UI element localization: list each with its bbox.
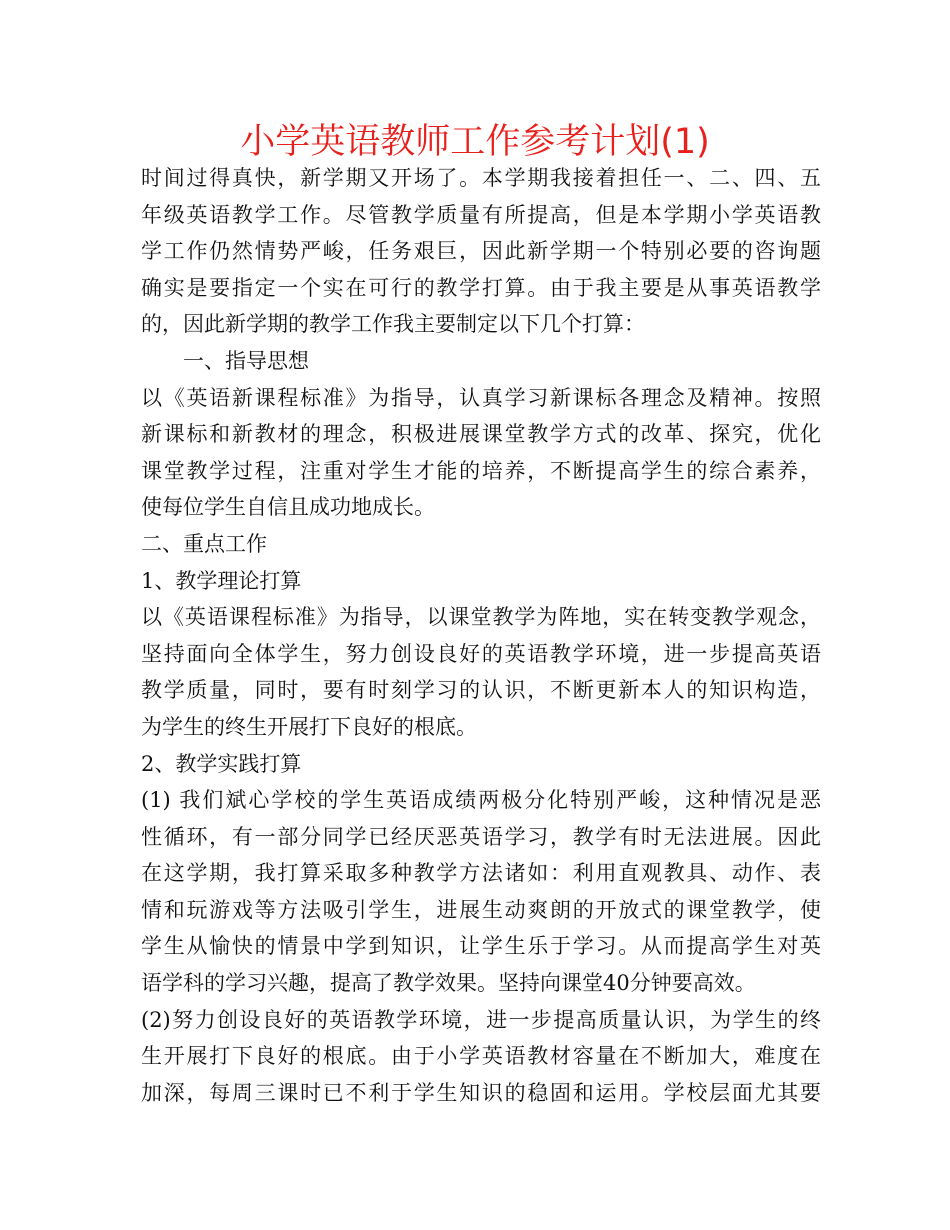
paragraph-line: 为学生的终生开展打下良好的根底。: [141, 714, 477, 739]
paragraph-line: 生开展打下良好的根底。由于小学英语教材容量在不断加大，难度在: [141, 1044, 821, 1069]
paragraph-line: 情和玩游戏等方法吸引学生，进展生动爽朗的开放式的课堂教学，使: [141, 897, 821, 922]
section-heading: 二、重点工作: [141, 531, 267, 556]
paragraph-line: 语学科的学习兴趣，提高了教学效果。坚持向课堂40分钟要高效。: [141, 971, 756, 996]
paragraph-line: 以《英语新课程标准》为指导，认真学习新课标各理念及精神。按照: [141, 385, 821, 410]
document-body: [141, 160, 821, 1111]
paragraph-line: (2)努力创设良好的英语教学环境，进一步提高质量认识，为学生的终: [141, 1007, 821, 1032]
paragraph-line: 确实是要指定一个实在可行的教学打算。由于我主要是从事英语教学: [141, 275, 821, 300]
paragraph-line: 加深，每周三课时已不利于学生知识的稳固和运用。学校层面尤其要: [141, 1080, 821, 1105]
paragraph-line: 课堂教学过程，注重对学生才能的培养，不断提高学生的综合素养，: [141, 458, 821, 483]
paragraph-line: 时间过得真快，新学期又开场了。本学期我接着担任一、二、四、五: [141, 166, 821, 190]
paragraph-line: 使每位学生自信且成功地成长。: [141, 495, 435, 520]
paragraph-line: 学生从愉快的情景中学到知识，让学生乐于学习。从而提高学生对英: [141, 934, 821, 959]
paragraph-line: 年级英语教学工作。尽管教学质量有所提高，但是本学期小学英语教: [141, 202, 821, 227]
paragraph-line: 坚持面向全体学生，努力创设良好的英语教学环境，进一步提高英语: [141, 641, 821, 666]
document-title: 小学英语教师工作参考计划(1): [240, 122, 710, 162]
paragraph-line: 教学质量，同时，要有时刻学习的认识，不断更新本人的知识构造，: [141, 678, 821, 703]
subsection-heading: 2、教学实践打算: [141, 751, 302, 776]
paragraph-line: 以《英语课程标准》为指导，以课堂教学为阵地，实在转变教学观念，: [141, 605, 821, 630]
paragraph-line: 学工作仍然情势严峻，任务艰巨，因此新学期一个特别必要的咨询题: [141, 239, 821, 264]
paragraph-line: 新课标和新教材的理念，积极进展课堂教学方式的改革、探究，优化: [141, 422, 821, 447]
paragraph-line: 的，因此新学期的教学工作我主要制定以下几个打算：: [141, 312, 645, 337]
section-heading: 一、指导思想: [183, 348, 309, 373]
paragraph-line: 性循环，有一部分同学已经厌恶英语学习，教学有时无法进展。因此: [141, 824, 821, 849]
paragraph-line: (1) 我们斌心学校的学生英语成绩两极分化特别严峻，这种情况是恶: [141, 788, 821, 813]
subsection-heading: 1、教学理论打算: [141, 568, 302, 593]
paragraph-line: 在这学期，我打算采取多种教学方法诸如：利用直观教具、动作、表: [141, 861, 821, 886]
